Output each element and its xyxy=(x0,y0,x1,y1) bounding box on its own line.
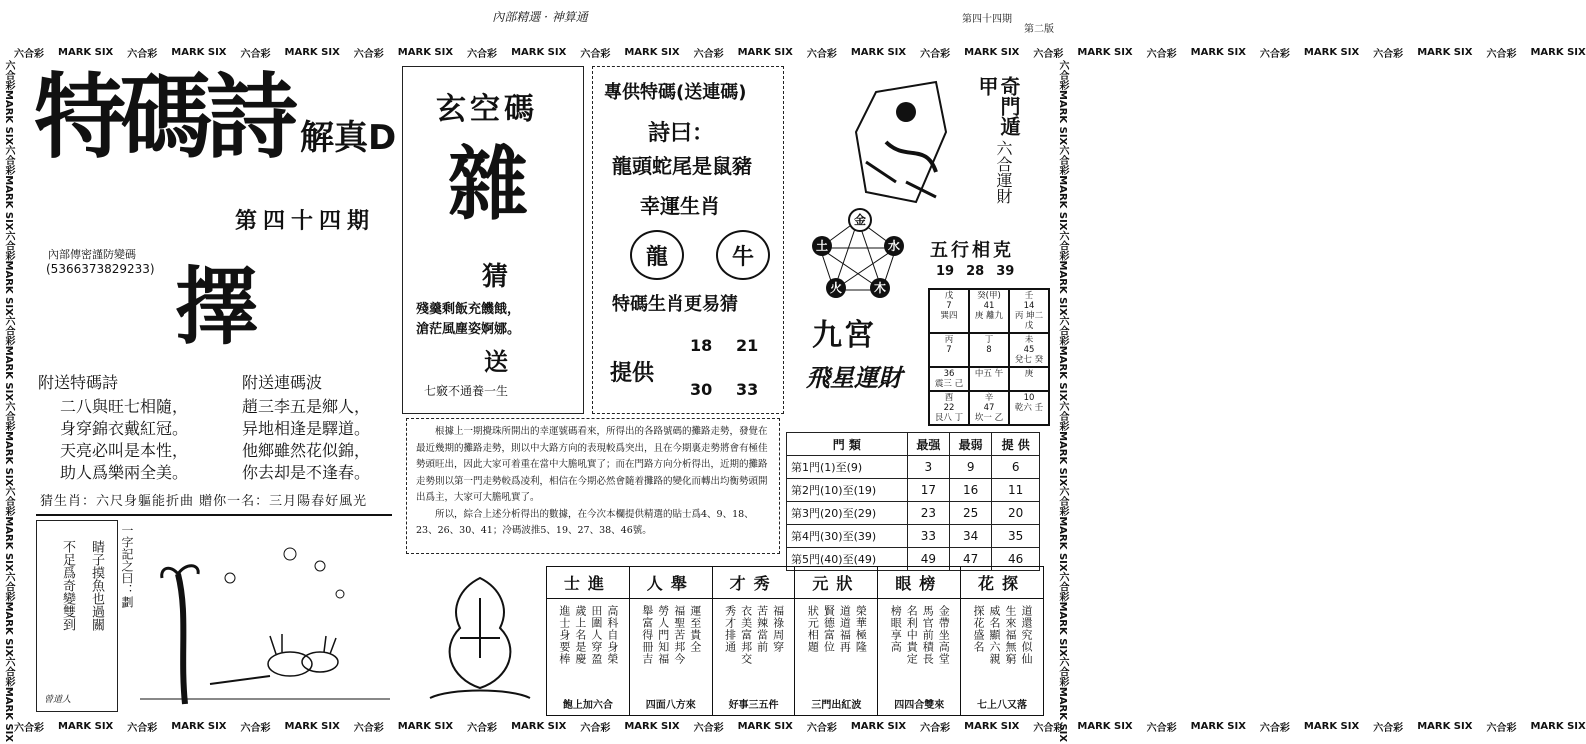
liuhecai-logo: 六合彩 xyxy=(1033,48,1064,60)
mark-six-logo: MARK SIX xyxy=(171,46,227,58)
rank-verse: 賢德富位 xyxy=(822,605,836,653)
special-heading: 專供特碼(送連碼) xyxy=(604,82,747,103)
liuhecai-logo: 六合彩 xyxy=(920,722,951,734)
rank-verse: 衣美富邦交 xyxy=(739,605,753,665)
poem-title: 特碼詩 xyxy=(34,64,293,171)
liuhecai-logo: 六合彩 xyxy=(693,48,724,60)
poem2-line: 趙三李五是鄉人， xyxy=(242,397,371,416)
liuhecai-logo: 六合彩 xyxy=(467,48,498,60)
mark-six-logo: MARK SIX xyxy=(3,90,14,146)
jiugong-title: 九宮 xyxy=(812,318,876,353)
rank-verse: 苦辣當前 xyxy=(755,605,769,653)
mark-six-logo: MARK SIX xyxy=(1417,720,1473,732)
liuhecai-logo: 六合彩 xyxy=(353,48,384,60)
rank-verse: 探花盛名 xyxy=(972,605,986,653)
wuxing-numbers xyxy=(936,264,1014,279)
liuhecai-logo: 六合彩 xyxy=(1486,48,1517,60)
table-cell: 6 xyxy=(992,456,1040,479)
table-cell: 33 xyxy=(907,525,949,548)
rank-verse: 金帶坐高堂 xyxy=(937,605,951,665)
mark-six-logo: MARK SIX xyxy=(737,720,793,732)
table-cell: 16 xyxy=(950,479,992,502)
mark-six-logo: MARK SIX xyxy=(3,686,14,743)
element-water: 水 xyxy=(884,236,904,256)
grid-row xyxy=(929,367,1049,391)
mark-six-logo: MARK SIX xyxy=(58,720,114,732)
liuhecai-logo: 六合彩 xyxy=(1373,48,1404,60)
liuhecai-logo: 六合彩 xyxy=(353,722,384,734)
mark-six-logo: MARK SIX xyxy=(1077,46,1133,58)
riddle-verse-col: 不足爲奇變雙到 xyxy=(60,540,75,631)
article-paragraph: 根據上一期攪珠所開出的幸運號碼看來，所得出的各路號碼的攤路走勢，發覺在最近幾期的攤路走勢，則以中大路方向的表現較爲突出，且在今期裏走勢將會有極佳勢頭旺出，因此大家可着重在當中大膽吼實了；而在門路方向分析得出，近期的攤路走勢則以第一門走勢較爲凌利，相信在今期必然會隨着攤路的變化而轉出均衡勢頭開出爲主，大家可大膽吼實了。 xyxy=(416,426,768,503)
rank-verse: 歲上名是慶 xyxy=(573,605,587,665)
table-header-cell: 門 類 xyxy=(787,433,908,456)
rank-footer: 三門出紅波 xyxy=(811,700,862,711)
liuhecai-logo: 六合彩 xyxy=(1373,722,1404,734)
mark-six-logo: MARK SIX xyxy=(171,720,227,732)
liuhecai-logo: 六合彩 xyxy=(3,315,14,346)
poem2-lines xyxy=(242,396,370,484)
poem2-line: 你去却是不逢春。 xyxy=(242,463,371,482)
rank-footer: 四面八方來 xyxy=(645,700,696,711)
liuhecai-logo: 六合彩 xyxy=(240,48,271,60)
mark-six-logo: MARK SIX xyxy=(737,46,793,58)
liuhecai-logo: 六合彩 xyxy=(3,230,14,261)
special-number: 21 xyxy=(736,336,759,355)
rank-verse: 運至貴全 xyxy=(688,605,702,653)
lucky-label: 幸運生肖 xyxy=(640,194,720,218)
special-number: 33 xyxy=(736,380,759,399)
grid-cell: 壬 14 丙 坤二 戊 xyxy=(1009,289,1049,333)
mark-six-logo: MARK SIX xyxy=(1190,46,1246,58)
mark-six-logo: MARK SIX xyxy=(1077,720,1133,732)
top-center-banner: 內部精選 · 神算通 xyxy=(492,10,588,24)
mark-six-logo: MARK SIX xyxy=(3,601,14,657)
rank-header: 人舉 xyxy=(630,567,712,599)
liuhecai-logo: 六合彩 xyxy=(806,722,837,734)
mark-six-logo: MARK SIX xyxy=(1057,431,1068,487)
rank-verse: 勞人門知福 xyxy=(656,605,670,665)
mark-six-logo: MARK SIX xyxy=(1057,686,1068,743)
shi-line: 龍頭蛇尾是鼠豬 xyxy=(612,154,752,178)
poem1-title: 附送特碼詩 xyxy=(38,373,119,392)
rank-verse: 生來福無窮 xyxy=(1004,605,1018,665)
article-text xyxy=(416,424,772,540)
table-cell: 35 xyxy=(992,525,1040,548)
mark-six-logo: MARK SIX xyxy=(1057,601,1068,657)
rank-verse: 進士身要棒 xyxy=(557,605,571,665)
sage-illustration xyxy=(420,568,540,708)
table-row xyxy=(787,456,1040,479)
rank-header: 元狀 xyxy=(795,567,877,599)
special-number: 30 xyxy=(690,380,713,399)
xuankong-verse1: 殘羹剩飯充饑餓， xyxy=(416,302,521,317)
mark-six-logo: MARK SIX xyxy=(3,345,14,402)
table-header-cell: 最强 xyxy=(907,433,949,456)
liuhecai-logo: 六合彩 xyxy=(1259,48,1290,60)
rank-verse: 福祿周穿 xyxy=(771,605,785,653)
liuhecai-logo: 六合彩 xyxy=(1146,722,1177,734)
rank-verse: 高科自身榮 xyxy=(605,605,619,665)
guess-line: 猜生肖：六尺身軀能折曲 贈你一名：三月陽春好風光 xyxy=(40,494,368,509)
poem2-line: 异地相逢是驛道。 xyxy=(242,419,371,438)
feixing-title: 飛星運財 xyxy=(806,364,902,392)
liuhecai-logo: 六合彩 xyxy=(693,722,724,734)
grid-cell: 10 乾六 壬 xyxy=(1009,391,1049,425)
table-cell: 第2門(10)至(19) xyxy=(787,479,908,502)
poem-title-sub: 解真D xyxy=(300,118,397,158)
mark-six-logo: MARK SIX xyxy=(1057,260,1068,316)
liuhecai-logo: 六合彩 xyxy=(240,722,271,734)
grid-cell: 辛 47 坎一 乙 xyxy=(969,391,1009,425)
rank-column xyxy=(630,567,713,715)
xuankong-verse2: 滄茫風塵姿婀娜。 xyxy=(416,322,521,337)
mark-six-logo: MARK SIX xyxy=(964,720,1020,732)
rank-verse: 道還究似仙 xyxy=(1020,605,1034,665)
rank-verse: 狀元相題 xyxy=(806,605,820,653)
rank-verse: 威名顯六親 xyxy=(988,605,1002,665)
mark-six-logo: MARK SIX xyxy=(397,46,454,58)
wuxing-title: 五行相克 xyxy=(930,240,1014,261)
wuxing-number: 39 xyxy=(996,264,1015,279)
liuhecai-logo: 六合彩 xyxy=(920,48,951,60)
poem1-lines xyxy=(60,396,188,484)
liuhecai-logo: 六合彩 xyxy=(1486,722,1517,734)
table-cell: 第3門(20)至(29) xyxy=(787,502,908,525)
liuhecai-logo: 六合彩 xyxy=(3,145,14,176)
poem1-line: 身穿錦衣戴紅冠。 xyxy=(60,419,189,438)
table-row xyxy=(787,502,1040,525)
table-row xyxy=(787,479,1040,502)
liuhecai-logo: 六合彩 xyxy=(1057,230,1068,261)
liuhecai-logo: 六合彩 xyxy=(1146,48,1177,60)
liuhecai-logo: 六合彩 xyxy=(3,60,14,90)
table-cell: 23 xyxy=(907,502,949,525)
rank-verse: 道道福再 xyxy=(838,605,852,653)
rank-footer: 飽上加六合 xyxy=(562,700,613,711)
table-cell: 第5門(40)至(49) xyxy=(787,548,908,571)
rank-column xyxy=(547,567,630,715)
rank-verse: 榮華極隆 xyxy=(854,605,868,653)
liuhecai-logo: 六合彩 xyxy=(580,722,611,734)
stats-table-wrap xyxy=(786,432,1040,571)
grid-cell: 庚 xyxy=(1009,367,1049,391)
mark-six-logo: MARK SIX xyxy=(1530,46,1586,58)
mark-six-logo: MARK SIX xyxy=(511,46,567,58)
left-divider xyxy=(36,514,392,516)
rank-column xyxy=(713,567,796,715)
stats-table xyxy=(786,432,1040,571)
grid-row xyxy=(929,391,1049,425)
liuhecai-logo: 六合彩 xyxy=(1057,315,1068,346)
mark-six-logo: MARK SIX xyxy=(3,516,14,572)
table-cell: 第4門(30)至(39) xyxy=(787,525,908,548)
mark-six-logo: MARK SIX xyxy=(1190,720,1246,732)
liuhecai-logo: 六合彩 xyxy=(1057,571,1068,602)
table-header-row xyxy=(787,433,1040,456)
xuankong-guess: 猜 xyxy=(482,262,509,292)
table-cell: 25 xyxy=(950,502,992,525)
wuxing-number: 28 xyxy=(966,264,985,279)
xuankong-send: 送 xyxy=(484,348,508,376)
grid-cell: 癸(甲) 41 庚 離九 xyxy=(969,289,1009,333)
wuxing-number: 19 xyxy=(936,264,955,279)
qimen-label: 奇門遁甲 xyxy=(975,76,1021,136)
mark-six-logo: MARK SIX xyxy=(624,720,680,732)
riddle-verse xyxy=(58,540,106,631)
mark-six-logo: MARK SIX xyxy=(1303,46,1360,58)
liuhecai-logo: 六合彩 xyxy=(14,722,44,734)
liuhecai-logo: 六合彩 xyxy=(1033,722,1064,734)
mark-six-logo: MARK SIX xyxy=(3,431,14,487)
zodiac-dragon: 龍 xyxy=(630,230,684,280)
zodiac-ox: 牛 xyxy=(716,230,770,280)
mark-six-logo: MARK SIX xyxy=(284,46,340,58)
liuhecai-logo: 六合彩 xyxy=(806,48,837,60)
rank-verse: 福聖苦邦今 xyxy=(672,605,686,665)
issue-number: 第四十四期 xyxy=(235,208,376,234)
hotline-label: 內部傳密謹防變碼 xyxy=(48,248,136,261)
rank-verse: 榜眼享高 xyxy=(889,605,903,653)
mark-six-logo: MARK SIX xyxy=(397,720,454,732)
riddle-signature: 曾道人 xyxy=(44,695,72,705)
mark-six-logo: MARK SIX xyxy=(58,46,114,58)
rank-verse: 舉富得冊吉 xyxy=(640,605,654,665)
mark-six-logo: MARK SIX xyxy=(1530,720,1586,732)
ranks-panel xyxy=(546,566,1044,716)
element-metal: 金 xyxy=(848,208,872,232)
rabbit-tree-illustration xyxy=(140,534,390,714)
provide-label: 提供 xyxy=(610,361,655,386)
riddle-verse-col: 睛子摸魚也過關 xyxy=(89,540,104,631)
table-cell: 20 xyxy=(992,502,1040,525)
liuhecai-logo: 六合彩 xyxy=(1057,401,1068,432)
rank-verse: 秀才排通 xyxy=(723,605,737,653)
rank-header: 士進 xyxy=(547,567,629,599)
table-cell: 34 xyxy=(950,525,992,548)
special-number: 18 xyxy=(690,336,713,355)
mark-six-logo: MARK SIX xyxy=(850,46,907,58)
mark-six-logo: MARK SIX xyxy=(1303,720,1360,732)
grid-cell: 丙 7 xyxy=(929,333,969,367)
table-cell: 9 xyxy=(950,456,992,479)
liuhecai-logo: 六合彩 xyxy=(1057,656,1068,687)
rank-footer: 好事三五件 xyxy=(728,700,779,711)
mark-six-logo: MARK SIX xyxy=(964,46,1020,58)
liuhecai-logo: 六合彩 xyxy=(127,722,158,734)
rank-verse: 田圍人穿盈 xyxy=(589,605,603,665)
rank-column xyxy=(878,567,961,715)
feature-character: 擇 xyxy=(175,257,260,356)
liuhecai-logo: 六合彩 xyxy=(127,48,158,60)
element-earth: 土 xyxy=(812,236,832,256)
table-header-cell: 提 供 xyxy=(992,433,1040,456)
mark-six-strip-right xyxy=(1052,60,1070,743)
table-cell: 第1門(1)至(9) xyxy=(787,456,908,479)
rank-header: 花探 xyxy=(961,567,1043,599)
table-cell: 49 xyxy=(907,548,949,571)
mark-six-logo: MARK SIX xyxy=(511,720,567,732)
rank-verse: 名利中貴定 xyxy=(905,605,919,665)
mark-six-strip-top xyxy=(14,44,1586,60)
liuhecai-logo: 六合彩 xyxy=(3,401,14,432)
change-line: 特碼生肖更易猜 xyxy=(612,294,738,315)
xuankong-send-line: 七竅不通養一生 xyxy=(424,384,509,398)
liuhecai-logo: 六合彩 xyxy=(3,571,14,602)
mark-six-logo: MARK SIX xyxy=(3,260,14,316)
mark-six-logo: MARK SIX xyxy=(1417,46,1473,58)
table-header-cell: 最弱 xyxy=(950,433,992,456)
table-row xyxy=(787,525,1040,548)
table-cell: 46 xyxy=(992,548,1040,571)
warrior-illustration xyxy=(846,72,966,212)
issue-top: 第四十四期 xyxy=(962,14,1012,25)
table-cell: 3 xyxy=(907,456,949,479)
liuhecai-logo: 六合彩 xyxy=(1057,60,1068,90)
mark-six-logo: MARK SIX xyxy=(284,720,340,732)
poem2-line: 他鄉雖然花似錦， xyxy=(242,441,371,460)
element-wood: 木 xyxy=(870,278,890,298)
mark-six-logo: MARK SIX xyxy=(1057,90,1068,146)
rank-header: 眼榜 xyxy=(878,567,960,599)
poem1-line: 二八與旺七相隨， xyxy=(60,397,189,416)
rank-footer: 七上八又落 xyxy=(977,700,1028,711)
rank-verse: 馬官前積長 xyxy=(921,605,935,665)
hotline-number: (5366373829233) xyxy=(46,262,155,276)
poem2-title: 附送連碼波 xyxy=(242,373,323,392)
grid-row xyxy=(929,333,1049,367)
mark-six-logo: MARK SIX xyxy=(850,720,907,732)
mark-six-strip-left xyxy=(0,60,16,743)
poem1-line: 助人爲樂兩全美。 xyxy=(60,463,189,482)
liuhecai-logo: 六合彩 xyxy=(3,486,14,517)
table-cell: 11 xyxy=(992,479,1040,502)
liuhecai-logo: 六合彩 xyxy=(1057,486,1068,517)
grid-cell: 中五 午 xyxy=(969,367,1009,391)
riddle-side-text: 一字記之曰：劃 xyxy=(120,524,134,608)
mark-six-logo: MARK SIX xyxy=(3,175,14,231)
rank-header: 才秀 xyxy=(713,567,795,599)
rank-column xyxy=(795,567,878,715)
poem1-line: 天亮必叫是本性， xyxy=(60,441,189,460)
liuhecai-logo: 六合彩 xyxy=(14,48,44,60)
grid-cell: 酉 22 艮八 丁 xyxy=(929,391,969,425)
liuhe-label: 六合運財 xyxy=(994,140,1013,204)
grid-cell: 丁 8 xyxy=(969,333,1009,367)
mark-six-logo: MARK SIX xyxy=(1057,345,1068,402)
article-paragraph: 所以，綜合上述分析得出的數據，在今次本欄提供精選的貼士爲4、9、18、23、26、30、41；冷碼波推5、19、27、38、46號。 xyxy=(416,508,754,536)
liuhecai-logo: 六合彩 xyxy=(580,48,611,60)
mark-six-logo: MARK SIX xyxy=(624,46,680,58)
element-fire: 火 xyxy=(826,278,846,298)
liuhecai-logo: 六合彩 xyxy=(1057,145,1068,176)
mark-six-logo: MARK SIX xyxy=(1057,175,1068,231)
rank-footer: 四四合雙來 xyxy=(894,700,945,711)
jiugong-grid xyxy=(928,288,1050,426)
shi-yue: 詩曰： xyxy=(648,121,715,146)
liuhecai-logo: 六合彩 xyxy=(1259,722,1290,734)
grid-cell: 戊 7 巽四 xyxy=(929,289,969,333)
xuankong-glyph: 雜 xyxy=(448,138,528,231)
rank-column xyxy=(961,567,1043,715)
liuhecai-logo: 六合彩 xyxy=(3,656,14,687)
table-cell: 47 xyxy=(950,548,992,571)
table-cell: 17 xyxy=(907,479,949,502)
mark-six-strip-bottom xyxy=(14,718,1586,734)
mark-six-logo: MARK SIX xyxy=(1057,516,1068,572)
grid-cell: 未 45 兌七 癸 xyxy=(1009,333,1049,367)
grid-row xyxy=(929,289,1049,333)
edition-label: 第二版 xyxy=(1024,24,1054,35)
liuhecai-logo: 六合彩 xyxy=(467,722,498,734)
grid-cell: 36 震三 己 xyxy=(929,367,969,391)
xuankong-title: 玄空碼 xyxy=(436,92,538,127)
